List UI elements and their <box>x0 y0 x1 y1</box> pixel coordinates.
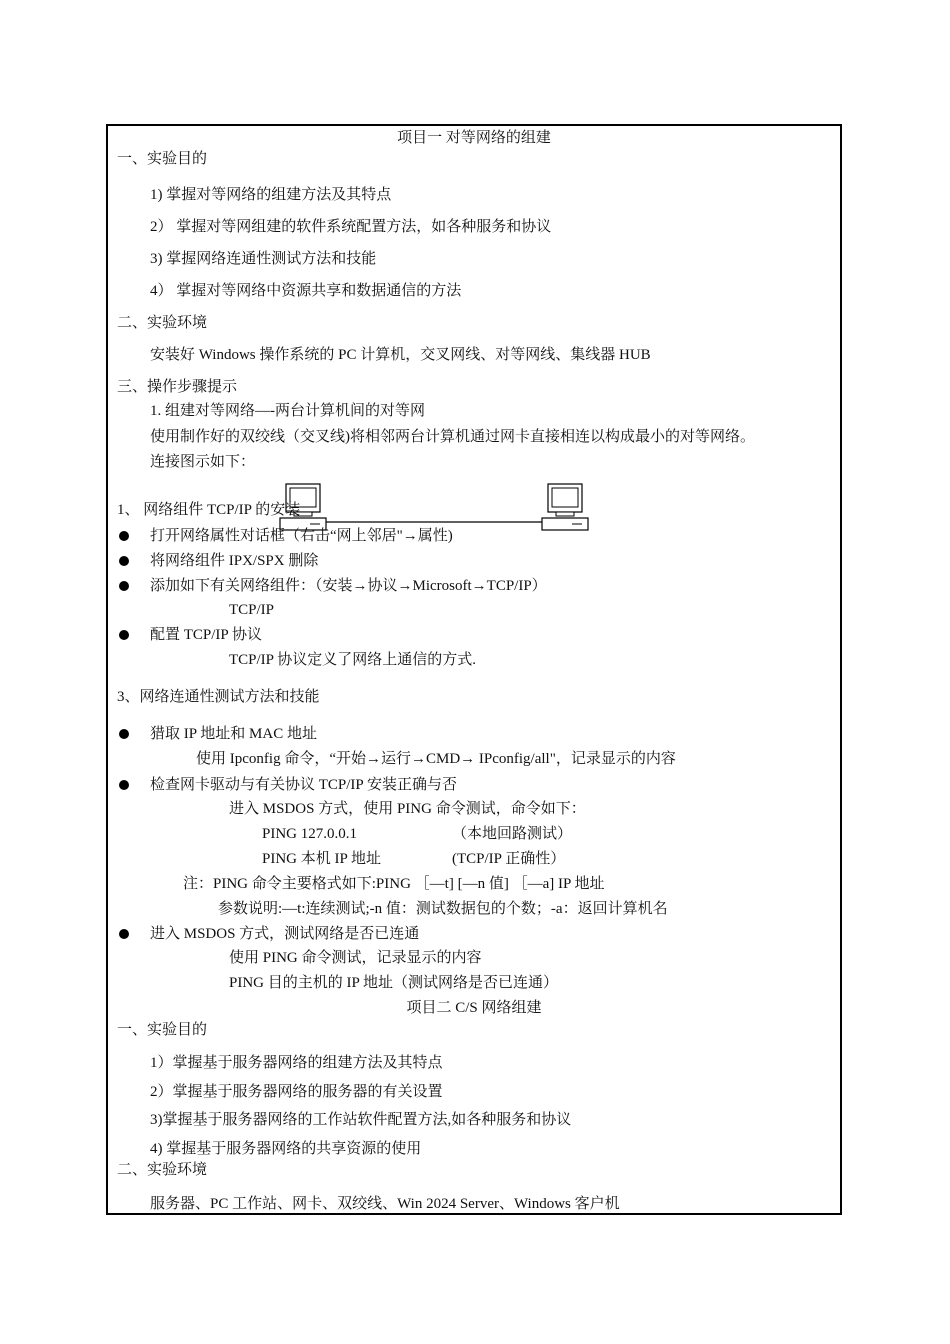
project2-objective-1: 1）掌握基于服务器网络的组建方法及其特点 <box>150 1055 443 1071</box>
project1-objectives-heading: 一、实验目的 <box>117 151 208 167</box>
install-bullet-2: 将网络组件 IPX/SPX 删除 <box>150 553 319 569</box>
project1-environment-heading: 二、实验环境 <box>117 315 208 331</box>
computer-right-icon <box>542 484 588 530</box>
ping-parameters-note: 参数说明:—t:连续测试;-n 值：测试数据包的个数；-a：返回计算机名 <box>218 901 668 917</box>
test-bullet-2-detail: 进入 MSDOS 方式，使用 PING 命令测试，命令如下： <box>229 801 586 817</box>
project2-title: 项目二 C/S 网络组建 <box>406 1000 542 1016</box>
test-bullet-1: 猎取 IP 地址和 MAC 地址 <box>150 726 317 742</box>
step1-diagram-caption: 连接图示如下： <box>150 454 256 470</box>
project1-objective-3: 3) 掌握网络连通性测试方法和技能 <box>150 251 377 267</box>
test-bullet-2: 检查网卡驱动与有关协议 TCP/IP 安装正确与否 <box>150 777 457 793</box>
step1-description: 使用制作好的双绞线（交叉线)将相邻两台计算机通过网卡直接相连以构成最小的对等网络。 <box>150 429 755 445</box>
project1-objective-4: 4） 掌握对等网络中资源共享和数据通信的方法 <box>150 283 462 299</box>
ping-format-note: 注：PING 命令主要格式如下:PING ［—t] [—n 值] ［—a] IP 地址 <box>183 876 605 892</box>
install-sub-definition: TCP/IP 协议定义了网络上通信的方式. <box>229 652 476 668</box>
bullet-icon <box>119 729 129 739</box>
install-bullet-4: 配置 TCP/IP 协议 <box>150 627 262 643</box>
bullet-icon <box>119 780 129 790</box>
install-bullet-3: 添加如下有关网络组件：（安装→协议→Microsoft→TCP/IP） <box>150 578 547 594</box>
project2-objective-3: 3)掌握基于服务器网络的工作站软件配置方法,如各种服务和协议 <box>150 1112 572 1128</box>
project1-environment-text: 安装好 Windows 操作系统的 PC 计算机，交叉网线、对等网线、集线器 HUB <box>150 347 651 363</box>
test-bullet-3-detail-2: PING 目的主机的 IP 地址（测试网络是否已连通） <box>229 975 559 991</box>
ping-loopback-note: （本地回路测试） <box>452 826 573 842</box>
ping-local-ip-command: PING 本机 IP 地址 <box>262 851 382 867</box>
step1-title: 1. 组建对等网络—-两台计算机间的对等网 <box>150 403 425 419</box>
ping-local-ip-note: (TCP/IP 正确性） <box>452 851 566 867</box>
bullet-icon <box>119 531 129 541</box>
test-bullet-1-detail: 使用 Ipconfig 命令，“开始→运行→CMD→ IPconfig/all"，记录显示的内容 <box>196 751 676 767</box>
install-heading: 1、 网络组件 TCP/IP 的安装 <box>117 502 301 518</box>
project1-title: 项目一 对等网络的组建 <box>397 130 551 146</box>
bullet-icon <box>119 630 129 640</box>
project1-steps-heading: 三、操作步骤提示 <box>117 379 238 395</box>
bullet-icon <box>119 581 129 591</box>
project2-objective-4: 4) 掌握基于服务器网络的共享资源的使用 <box>150 1141 422 1157</box>
test-bullet-3: 进入 MSDOS 方式，测试网络是否已连通 <box>150 926 420 942</box>
project2-objectives-heading: 一、实验目的 <box>117 1022 208 1038</box>
install-sub-tcpip: TCP/IP <box>229 602 275 618</box>
project2-objective-2: 2）掌握基于服务器网络的服务器的有关设置 <box>150 1084 443 1100</box>
project1-objective-2: 2） 掌握对等网组建的软件系统配置方法，如各种服务和协议 <box>150 219 552 235</box>
test-bullet-3-detail-1: 使用 PING 命令测试，记录显示的内容 <box>229 950 482 966</box>
ping-loopback-command: PING 127.0.0.1 <box>262 826 358 842</box>
test-heading: 3、网络连通性测试方法和技能 <box>117 689 320 705</box>
bullet-icon <box>119 929 129 939</box>
project2-environment-heading: 二、实验环境 <box>117 1162 208 1178</box>
bullet-icon <box>119 556 129 566</box>
project1-objective-1: 1) 掌握对等网络的组建方法及其特点 <box>150 187 392 203</box>
install-bullet-1: 打开网络属性对话框（右击“网上邻居"→属性) <box>150 528 453 544</box>
project2-environment-text: 服务器、PC 工作站、网卡、双绞线、Win 2024 Server、Windows 客户机 <box>150 1196 620 1212</box>
